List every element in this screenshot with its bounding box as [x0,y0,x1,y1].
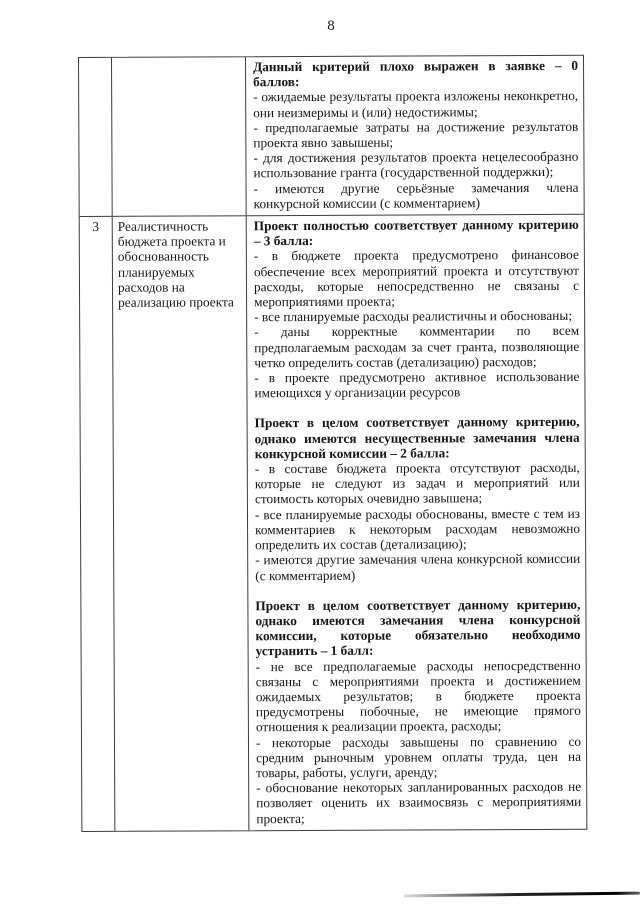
page-number: 8 [327,18,335,34]
score-item: - все планируемые расходы реалистичны и обоснованы; [254,308,573,325]
score-item: - обоснование некоторых запланированных расходов не позволяет оценить их взаимосвязь с мероприятиями проекта; [256,778,582,826]
criterion-name-cell: Реалистичность бюджета проекта и обоснованность планируемых расходов на реализацию проекта [113,216,250,830]
score-block [254,217,580,401]
criterion-name-cell [112,57,247,216]
row-index-cell [79,58,113,216]
score-block [253,58,579,211]
score-item: - в бюджете проекта предусмотрено финансовое обеспечение всех мероприятий проекта и отсутствуют расходы, которые непосредственно не связаны с мероприятиями проекта; [253,247,580,310]
table-row [80,214,587,831]
score-item: - некоторые расходы завышены по сравнению со средним рыночным уровнем оплаты труда, цен на товары, работы, услуги, аренду; [255,733,582,781]
score-item: - имеются другие серьёзные замечания члена конкурсной комиссии (с комментарием) [253,179,579,212]
score-heading: Данный критерий плохо выражен в заявке – 0 баллов: [253,57,579,90]
score-item: - все планируемые расходы обоснованы, вместе с тем из комментариев к некоторым расходам невозможно определить их состав (детализацию); [254,505,581,553]
criterion-description-cell [246,56,584,216]
row-index-cell: 3 [80,217,116,831]
score-heading: Проект в целом соответствует данному критерию, однако имеются замечания члена конкурсной комиссии, которые обязательно необходимо устранить – 1 балл: [255,596,581,659]
score-item: - предполагаемые затраты на достижение результатов проекта явно завышены; [253,118,579,151]
score-block [255,597,581,826]
criterion-description-cell [247,215,587,830]
score-item: - ожидаемые результаты проекта изложены неконкретно, они неизмеримы и (или) недостижимы; [253,88,579,120]
score-item: - в проекте предусмотрено активное использование имеющихся у организации ресурсов [254,368,580,401]
score-heading: Проект полностью соответствует данному критерию – 3 балла: [253,216,579,249]
score-block [255,414,581,583]
score-item: - для достижения результатов проекта нецелесообразно использование гранта (государственной поддержки); [253,149,579,181]
score-heading: Проект в целом соответствует данному критерию, однако имеются несущественные замечания члена конкурсной комиссии – 2 балла: [254,414,580,462]
evaluation-criteria-table [78,55,587,832]
scan-artifact-line [404,892,640,898]
table-row [79,56,584,216]
score-item: - не все предполагаемые расходы непосредственно связаны с мероприятиями проекта и достижением ожидаемых результатов; в бюджете проекта предусмотрены побочные, не имеющие прямого отношения к реализации проекта, расходы; [255,657,581,735]
score-item: - в составе бюджета проекта отсутствуют расходы, которые не следуют из задач и мероприятий или стоимость которых очевидно завышена; [254,459,580,507]
score-item: - имеются другие замечания члена конкурсной комиссии (с комментарием) [255,551,581,583]
score-item: - даны корректные комментарии по всем предполагаемым расходам за счет гранта, позволяющие четко определить состав (детализацию) расходов; [254,323,580,371]
